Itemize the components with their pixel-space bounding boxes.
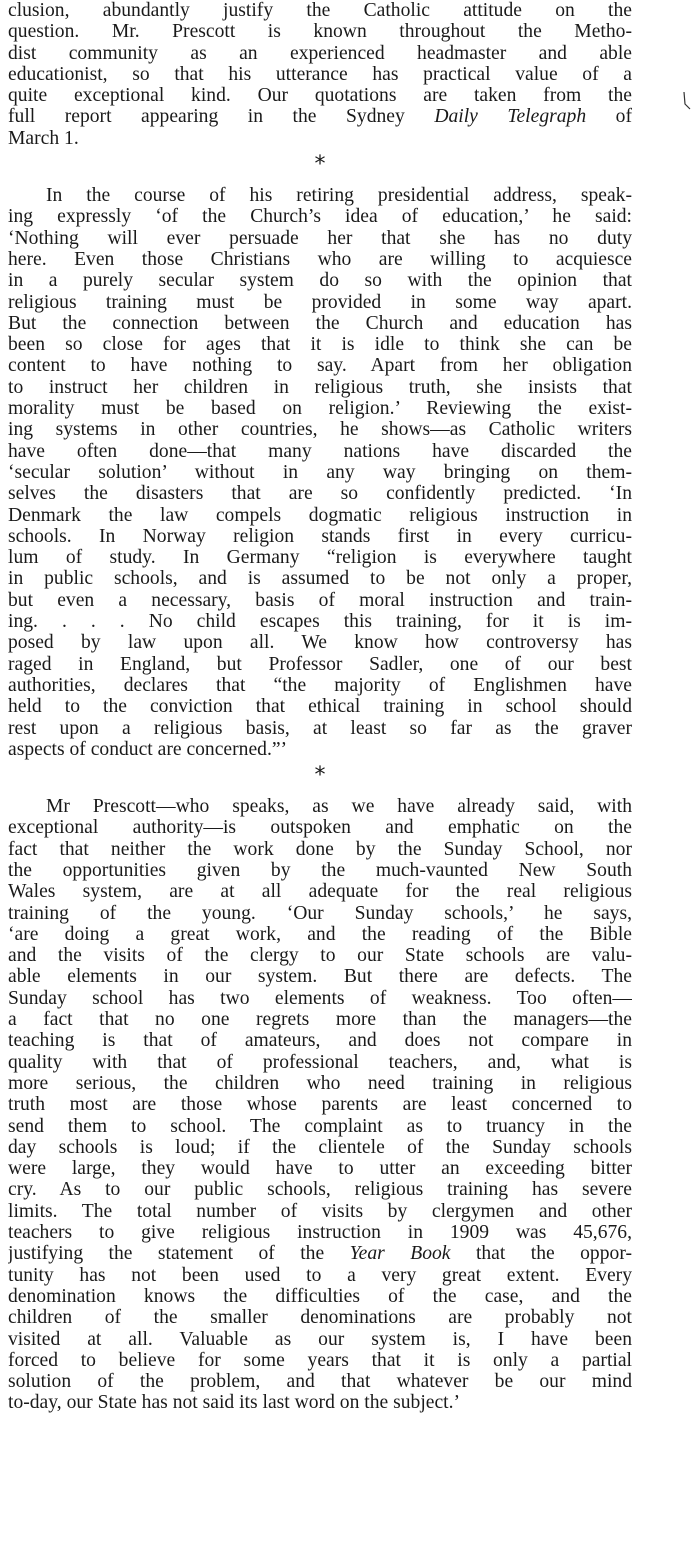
text-line: religious training must be provided in some way apart. (8, 291, 632, 313)
text-line: denomination knows the difficulties of the case, and the (8, 1285, 632, 1307)
text-line: the opportunities given by the much-vaunted New South (8, 859, 632, 881)
text-line: solution of the problem, and that whatever be our mind (8, 1371, 632, 1393)
text-line: ing expressly ‘of the Church’s idea of education,’ he said: (8, 206, 632, 228)
text-fragment: justifying the statement of the (8, 1243, 325, 1265)
text-line-mixed (8, 106, 632, 127)
paragraph-1 (8, 0, 632, 149)
text-line: quite exceptional kind. Our quotations are taken from the (8, 85, 632, 107)
text-line: schools. In Norway religion stands first in every curricu- (8, 525, 632, 547)
margin-scratch-mark-icon (682, 90, 692, 112)
text-line: dist community as an experienced headmaster and able (8, 42, 632, 64)
text-line: tunity has not been used to a very great extent. Every (8, 1264, 632, 1286)
paragraph-3 (8, 796, 632, 1414)
text-line: ing. . . . No child escapes this training, for it is im- (8, 611, 632, 633)
text-line: visited at all. Valuable as our system is, I have been (8, 1328, 632, 1350)
text-line: teachers to give religious instruction in 1909 was 45,676, (8, 1222, 632, 1244)
text-fragment: of (615, 106, 632, 128)
text-line: raged in England, but Professor Sadler, one of our best (8, 653, 632, 675)
text-line: to-day, our State has not said its last word on the subject.’ (8, 1392, 461, 1414)
text-line: have often done—that many nations have discarded the (8, 440, 632, 462)
text-line: cry. As to our public schools, religious training has severe (8, 1179, 632, 1201)
text-line: a fact that no one regrets more than the managers—the (8, 1009, 632, 1031)
text-line: Wales system, are at all adequate for the real religious (8, 881, 632, 903)
text-line: clusion, abundantly justify the Catholic attitude on the (8, 0, 632, 21)
text-line: aspects of conduct are concerned.”’ (8, 738, 288, 760)
text-line: ing systems in other countries, he shows—as Catholic writers (8, 419, 632, 441)
text-line: Denmark the law compels dogmatic religious instruction in (8, 504, 632, 526)
section-separator: * (314, 152, 326, 178)
text-line: content to have nothing to say. Apart from her obligation (8, 355, 632, 377)
text-line: ‘Nothing will ever persuade her that she has no duty (8, 227, 632, 249)
text-line: quality with that of professional teachers, and, what is (8, 1051, 632, 1073)
text-line: more serious, the children who need training in religious (8, 1072, 632, 1094)
text-line: held to the conviction that ethical training in school should (8, 696, 632, 718)
text-line: forced to believe for some years that it is only a partial (8, 1349, 632, 1371)
text-line: In the course of his retiring presidential address, speak- (46, 185, 632, 207)
text-line: and the visits of the clergy to our State schools are valu- (8, 945, 632, 967)
text-line: here. Even those Christians who are willing to acquiesce (8, 248, 632, 270)
text-line: able elements in our system. But there are defects. The (8, 966, 632, 988)
text-line: children of the smaller denominations are probably not (8, 1307, 632, 1329)
text-line: truth most are those whose parents are least concerned to (8, 1094, 632, 1116)
text-line: Mr Prescott—who speaks, as we have already said, with (46, 796, 632, 818)
newspaper-title: Daily Telegraph (434, 106, 587, 128)
text-line: exceptional authority—is outspoken and emphatic on the (8, 817, 632, 839)
text-line: were large, they would have to utter an exceeding bitter (8, 1158, 632, 1180)
text-line: in a purely secular system do so with the opinion that (8, 270, 632, 292)
article-page (8, 0, 632, 1414)
book-title: Year Book (349, 1243, 451, 1265)
text-line: rest upon a religious basis, at least so far as the graver (8, 717, 632, 739)
text-line: ‘secular solution’ without in any way bringing on them- (8, 461, 632, 483)
text-line: authorities, declares that “the majority of Englishmen have (8, 674, 632, 696)
text-line-mixed (8, 1243, 632, 1264)
text-line: selves the disasters that are so confidently predicted. ‘In (8, 483, 632, 505)
text-line: day schools is loud; if the clientele of the Sunday schools (8, 1136, 632, 1158)
text-line: morality must be based on religion.’ Reviewing the exist- (8, 398, 632, 420)
text-line: Sunday school has two elements of weakness. Too often— (8, 987, 632, 1009)
text-line: training of the young. ‘Our Sunday schools,’ he says, (8, 902, 632, 924)
section-separator: * (314, 763, 326, 789)
text-line: in public schools, and is assumed to be not only a proper, (8, 568, 632, 590)
text-line: lum of study. In Germany “religion is everywhere taught (8, 547, 632, 569)
text-line: March 1. (8, 127, 79, 149)
text-line: teaching is that of amateurs, and does not compare in (8, 1030, 632, 1052)
text-line: limits. The total number of visits by clergymen and other (8, 1200, 632, 1222)
text-line: to instruct her children in religious truth, she insists that (8, 376, 632, 398)
text-line: send them to school. The complaint as to truancy in the (8, 1115, 632, 1137)
text-line: question. Mr. Prescott is known throughout the Metho- (8, 21, 632, 43)
paragraph-2 (8, 185, 632, 760)
text-line: but even a necessary, basis of moral instruction and train- (8, 589, 632, 611)
text-line: But the connection between the Church and education has (8, 312, 632, 334)
text-fragment: that the oppor- (475, 1243, 632, 1265)
text-fragment: full report appearing in the Sydney (8, 106, 405, 128)
text-line: been so close for ages that it is idle to think she can be (8, 334, 632, 356)
text-line: educationist, so that his utterance has practical value of a (8, 63, 632, 85)
text-line: fact that neither the work done by the Sunday School, nor (8, 838, 632, 860)
text-line: ‘are doing a great work, and the reading of the Bible (8, 923, 632, 945)
text-line: posed by law upon all. We know how controversy has (8, 632, 632, 654)
